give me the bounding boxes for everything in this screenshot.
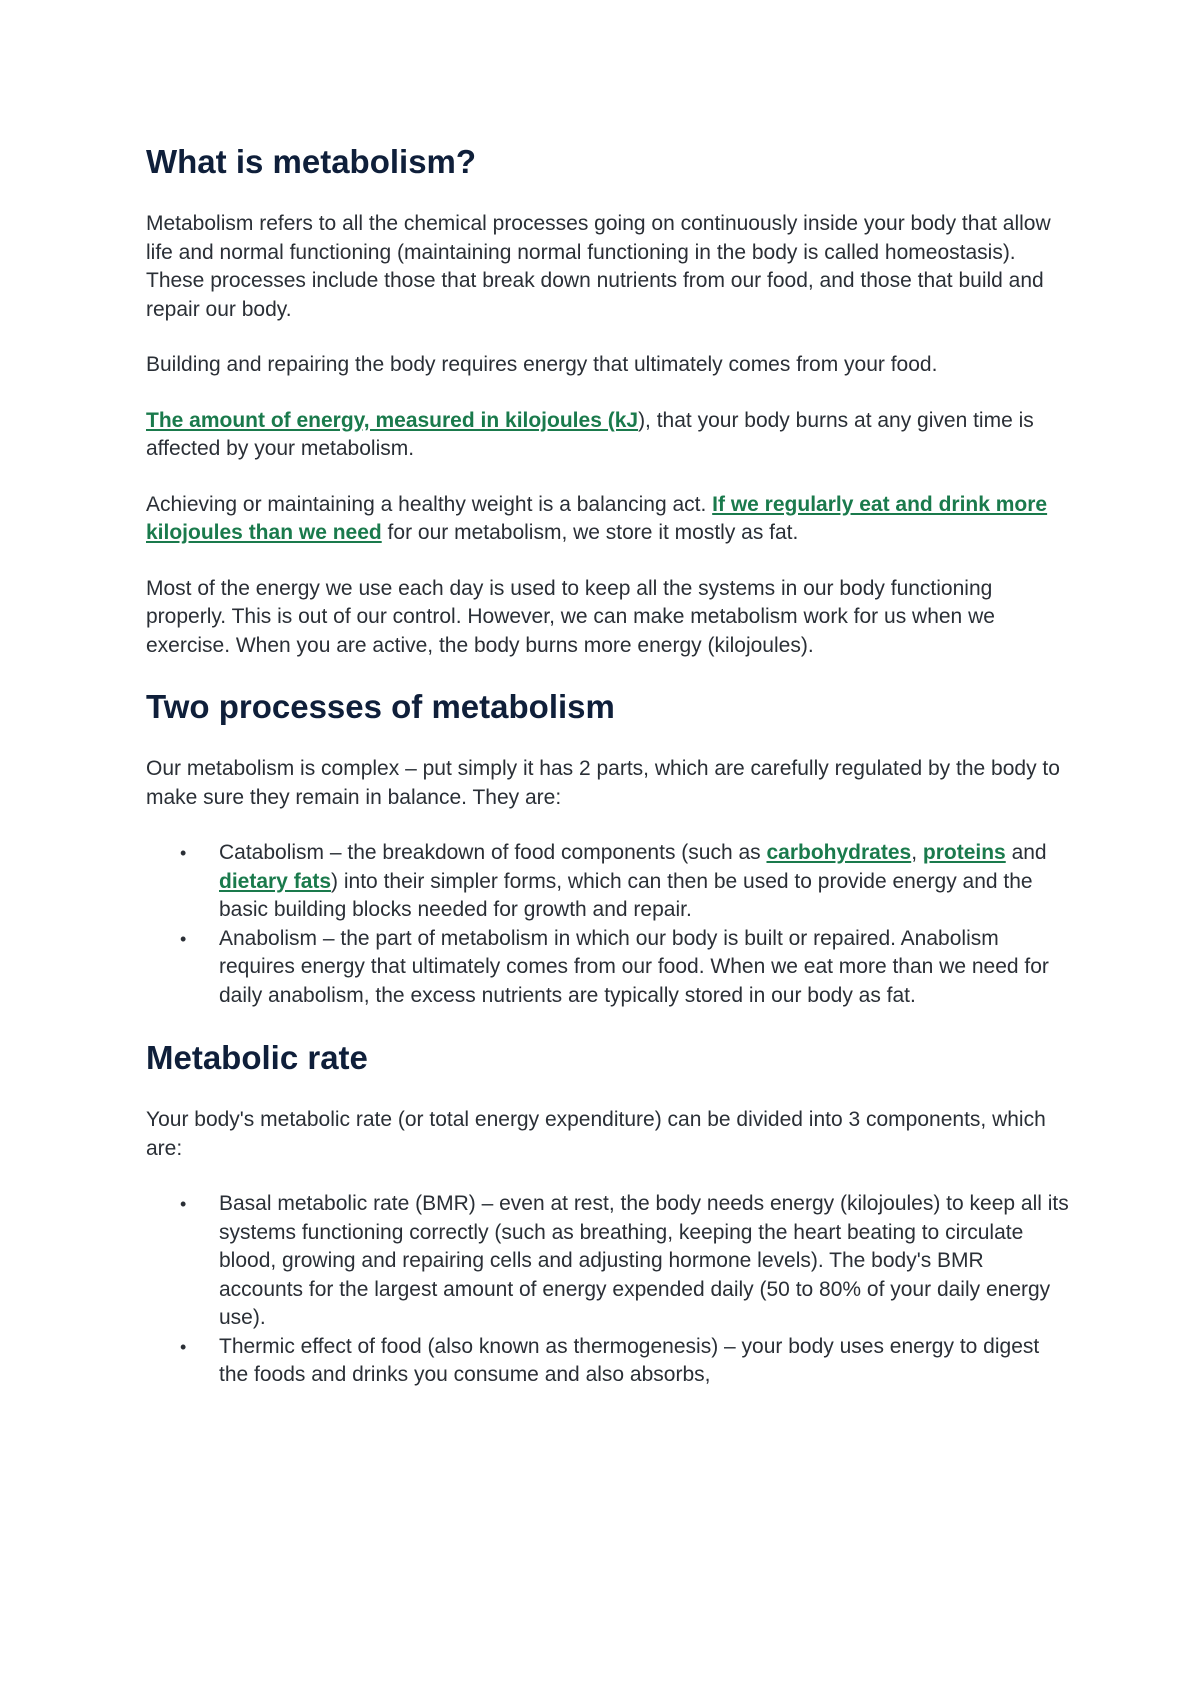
bullet-icon: •: [180, 1194, 187, 1214]
catabolism-sep-1: ,: [911, 841, 923, 864]
bullet-icon: •: [180, 843, 187, 863]
paragraph-daily-energy: Most of the energy we use each day is used to keep all the systems in our body functioning properly. This is out of our control. However, we can make metabolism work for us when we exercise. When you are active, the body burns more energy (kilojoules).: [146, 576, 995, 657]
catabolism-sep-2: and: [1005, 841, 1047, 864]
list-metabolic-rate-components: [146, 1190, 1071, 1390]
catabolism-text-after: ) into their simpler forms, which can then be used to provide energy and the basic building blocks needed for growth and repair.: [219, 869, 1033, 921]
paragraph-weight-text-after: for our metabolism, we store it mostly as fat.: [381, 521, 799, 544]
heading-what-is-metabolism: What is metabolism?: [146, 143, 477, 180]
paragraph-healthy-weight: [146, 491, 1071, 548]
list-metabolism-processes: [146, 839, 1071, 1010]
anabolism-text: Anabolism – the part of metabolism in which our body is built or repaired. Anabolism requires energy that ultimately comes from our food. When we eat more than we need for daily anabolism, the excess nutrients are typically stored in our body as fat.: [219, 926, 1049, 1007]
bmr-text: Basal metabolic rate (BMR) – even at rest, the body needs energy (kilojoules) to keep all its systems functioning correctly (such as breathing, keeping the heart beating to circulate blood, growing and repairing cells and adjusting hormone levels). The body's BMR accounts for the largest amount of energy expended daily (50 to 80% of your daily energy use).: [219, 1192, 1069, 1329]
list-item-bmr: [146, 1190, 1071, 1333]
bullet-icon: •: [180, 928, 187, 949]
link-proteins[interactable]: proteins: [922, 841, 1006, 864]
thermic-effect-text: Thermic effect of food (also known as thermogenesis) – your body uses energy to digest the foods and drinks you consume and also absorbs,: [219, 1334, 1040, 1386]
bullet-icon: •: [180, 1336, 187, 1357]
document-page: [146, 142, 1071, 1418]
section-what-is-metabolism: [146, 142, 1071, 660]
paragraph-two-parts-intro: Our metabolism is complex – put simply it has 2 parts, which are carefully regulated by the body to make sure they remain in balance. They are:: [146, 757, 1060, 809]
paragraph-energy-kilojoules: [146, 407, 1071, 464]
link-dietary-fats[interactable]: dietary fats: [219, 869, 332, 893]
link-eat-drink-more-kilojoules[interactable]: If we regularly eat and drink more kilojoules than we need: [146, 492, 1048, 544]
list-item-anabolism: [146, 925, 1071, 1011]
link-carbohydrates[interactable]: carbohydrates: [766, 841, 912, 864]
heading-metabolic-rate: Metabolic rate: [146, 1039, 368, 1076]
list-item-thermic-effect: [146, 1333, 1071, 1390]
heading-two-processes: Two processes of metabolism: [146, 688, 615, 725]
section-two-processes: [146, 687, 1071, 1010]
paragraph-building-repairing: Building and repairing the body requires energy that ultimately comes from your food.: [146, 353, 938, 376]
paragraph-metabolism-definition: Metabolism refers to all the chemical processes going on continuously inside your body that allow life and normal functioning (maintaining normal functioning in the body is called homeostasis). These processes include those that break down nutrients from our food, and those that build and repair our body.: [146, 212, 1051, 321]
paragraph-metabolic-rate-intro: Your body's metabolic rate (or total energy expenditure) can be divided into 3 components, which are:: [146, 1108, 1046, 1160]
list-item-catabolism: [146, 839, 1071, 925]
paragraph-energy-text: ), that your body burns at any given time is affected by your metabolism.: [146, 408, 1034, 460]
section-metabolic-rate: [146, 1038, 1071, 1390]
catabolism-text-before: Catabolism – the breakdown of food components (such as: [219, 841, 767, 864]
paragraph-weight-text-before: Achieving or maintaining a healthy weight is a balancing act.: [146, 492, 713, 516]
link-amount-of-energy[interactable]: The amount of energy, measured in kilojoules (kJ: [146, 408, 639, 432]
